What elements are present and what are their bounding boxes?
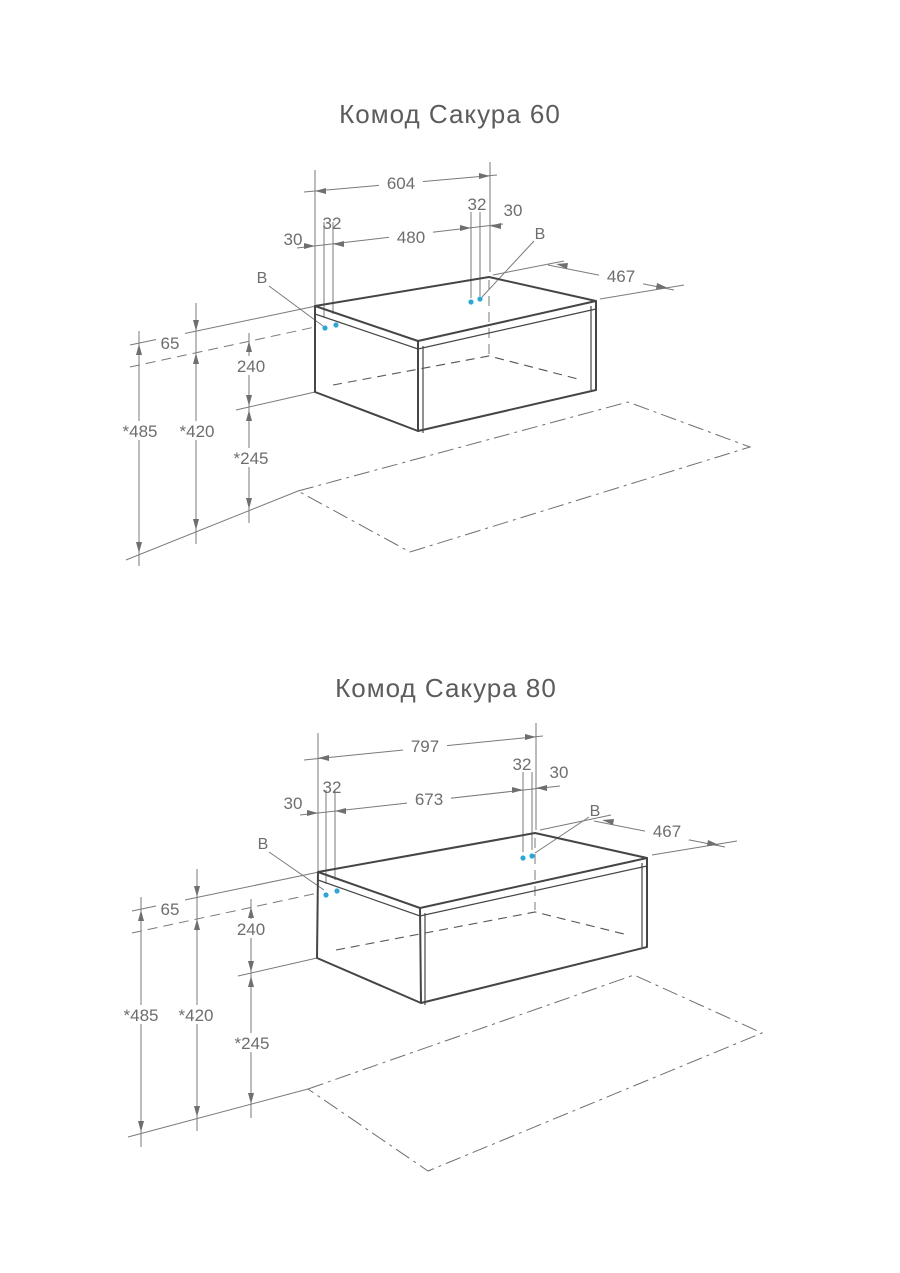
mounting-hole-dot — [520, 855, 525, 860]
cabinet-outline — [315, 277, 596, 433]
dim-depth: 467 — [606, 267, 636, 286]
dim-inner-width: 480 — [396, 228, 426, 247]
callout-leaders — [269, 241, 534, 326]
diagram-sakura-60 — [118, 99, 750, 566]
dim-height-mid: *420 — [178, 1006, 214, 1025]
mounting-points — [323, 853, 534, 897]
dim-top-clearance: 65 — [160, 334, 180, 353]
dim-total-width: 604 — [386, 174, 416, 193]
mounting-hole-dot — [529, 853, 534, 858]
dim-offset-left: 30 — [283, 794, 303, 813]
mounting-hole-dot — [477, 296, 482, 301]
dimension-labels — [119, 736, 689, 1053]
callout-label-right: B — [589, 803, 601, 820]
dim-gap-right: 32 — [512, 755, 532, 774]
dim-offset-right: 30 — [503, 201, 523, 220]
dim-height-overall: *485 — [122, 422, 158, 441]
dim-height-lower: *245 — [233, 449, 269, 468]
mounting-hole-dot — [333, 322, 338, 327]
mounting-hole-dot — [334, 888, 339, 893]
callout-label-left: B — [256, 270, 268, 287]
cabinet-outline — [317, 833, 647, 1005]
floor-plane — [298, 402, 750, 552]
dim-gap-left: 32 — [322, 778, 342, 797]
dim-total-width: 797 — [410, 737, 440, 756]
dim-offset-right: 30 — [549, 763, 569, 782]
dim-inner-width: 673 — [414, 790, 444, 809]
dim-offset-left: 30 — [283, 230, 303, 249]
mounting-hole-dot — [322, 325, 327, 330]
callout-label-left: B — [257, 836, 269, 853]
dim-lower-body: 240 — [236, 357, 266, 376]
dim-height-mid: *420 — [179, 422, 215, 441]
mounting-hole-dot — [323, 892, 328, 897]
callout-label-right: B — [534, 226, 546, 243]
dim-depth: 467 — [652, 822, 682, 841]
diagram-title: Комод Сакура 80 — [335, 673, 557, 703]
diagram-sakura-80 — [119, 673, 762, 1171]
depth-dimension — [540, 815, 737, 855]
dim-height-lower: *245 — [234, 1034, 270, 1053]
mounting-hole-dot — [468, 299, 473, 304]
dim-lower-body: 240 — [236, 920, 266, 939]
depth-dimension — [493, 261, 684, 299]
dim-gap-right: 32 — [467, 195, 487, 214]
diagram-title: Комод Сакура 60 — [339, 99, 561, 129]
floor-plane — [308, 975, 762, 1171]
dim-gap-left: 32 — [322, 214, 342, 233]
dim-height-overall: *485 — [123, 1006, 159, 1025]
dim-top-clearance: 65 — [160, 900, 180, 919]
